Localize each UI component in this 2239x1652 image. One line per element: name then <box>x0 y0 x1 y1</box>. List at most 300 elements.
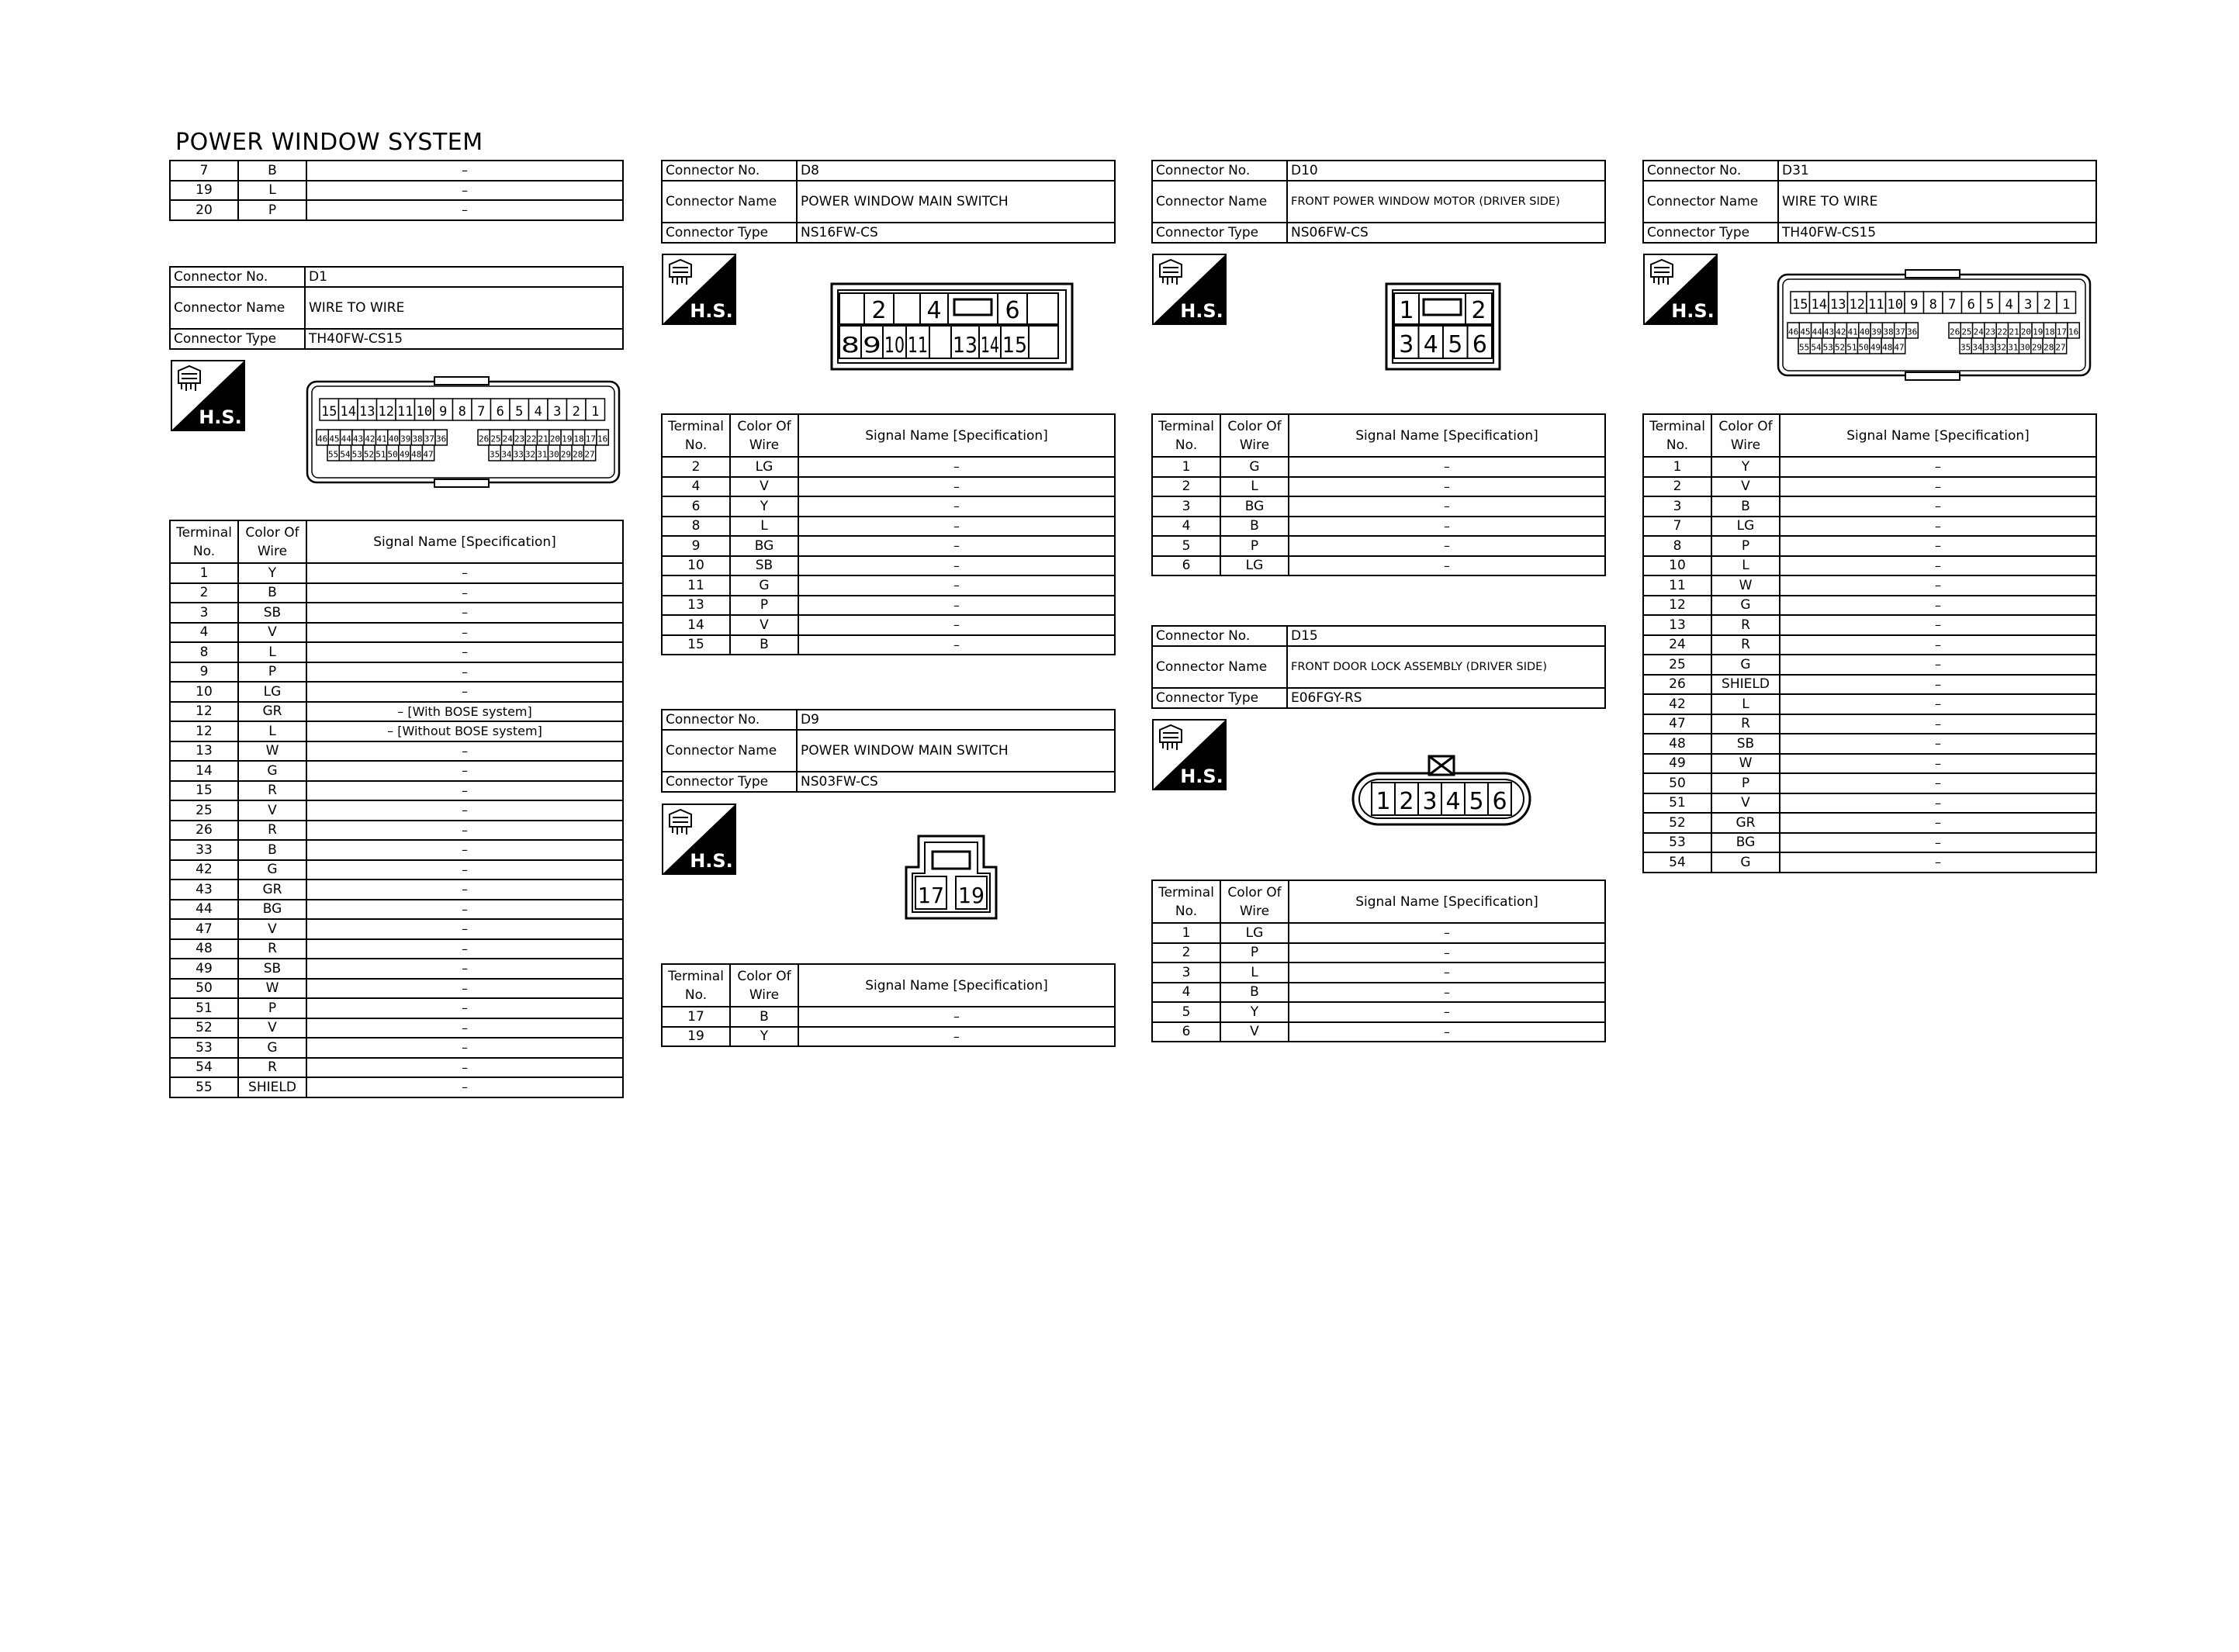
terminal-no-cell: 1 <box>1643 457 1711 477</box>
connector-type-label: Connector Type <box>662 772 797 792</box>
table-row <box>1152 517 1605 537</box>
pin-number: 36 <box>1907 327 1918 337</box>
table-row <box>662 517 1115 537</box>
signal-name-cell: – <box>798 575 1115 596</box>
connector-name-label: Connector Name <box>662 181 797 223</box>
harness-side-icon <box>662 804 736 875</box>
signal-name-cell: – <box>1289 1022 1605 1042</box>
harness-side-icon <box>1152 254 1227 325</box>
terminal-no-cell: 9 <box>170 662 238 683</box>
d15-rows <box>1152 923 1605 1042</box>
wire-color-cell: R <box>238 939 306 959</box>
pin-number: 50 <box>1858 342 1869 353</box>
pin-number: 11 <box>397 403 414 420</box>
table-row <box>170 161 623 181</box>
wire-color-cell: G <box>1711 852 1780 873</box>
terminal-no-cell: 5 <box>1152 1002 1220 1022</box>
pin-number: 5 <box>1986 296 1995 313</box>
signal-name-cell: – <box>1780 655 2096 675</box>
hs-label: H.S. <box>690 850 733 872</box>
connector-type-value: TH40FW-CS15 <box>305 329 623 349</box>
wire-color-cell: SB <box>1711 734 1780 754</box>
table-row <box>1643 852 2096 873</box>
pin-number: 3 <box>1422 788 1438 815</box>
terminal-no-cell: 6 <box>1152 1022 1220 1042</box>
wire-color-cell: BG <box>730 536 798 556</box>
table-row <box>1643 635 2096 655</box>
pin-number: 5 <box>1448 331 1463 358</box>
wire-color-cell: G <box>1711 655 1780 675</box>
signal-name-cell: – <box>306 880 623 900</box>
wire-color-cell: R <box>1711 615 1780 635</box>
signal-name-cell: – <box>306 900 623 920</box>
signal-name-cell: – <box>798 1027 1115 1047</box>
table-row <box>170 998 623 1018</box>
pin-number: 40 <box>388 434 400 444</box>
table-row <box>1643 457 2096 477</box>
table-row <box>170 880 623 900</box>
connector-name-label: Connector Name <box>1152 646 1287 688</box>
terminal-no-cell: 3 <box>1152 496 1220 517</box>
table-row <box>170 840 623 860</box>
wire-color-cell: L <box>238 721 306 741</box>
wire-color-cell: R <box>238 821 306 841</box>
table-row <box>1643 596 2096 616</box>
pin-number: 1 <box>2062 296 2071 313</box>
pin-number: 50 <box>387 449 398 460</box>
pin-number: 5 <box>1469 788 1484 815</box>
terminal-no-header: Terminal No. <box>170 520 238 563</box>
pin-number: 15 <box>1792 296 1808 313</box>
table-row <box>1643 773 2096 793</box>
table-row <box>170 761 623 781</box>
terminal-no-cell: 54 <box>1643 852 1711 873</box>
table-row <box>170 741 623 762</box>
pin-number: 2 <box>1399 788 1414 815</box>
wire-color-cell: Y <box>730 496 798 517</box>
pin-number: 33 <box>1984 342 1995 353</box>
wire-color-cell: B <box>1711 496 1780 517</box>
pin-number: 2 <box>572 403 580 420</box>
signal-name-cell: – <box>306 1038 623 1058</box>
table-row <box>1152 943 1605 963</box>
signal-name-header: Signal Name [Specification] <box>798 964 1115 1007</box>
signal-name-cell: – <box>1780 714 2096 734</box>
terminal-no-cell: 15 <box>662 635 730 655</box>
connector-no-value: D31 <box>1778 161 2096 181</box>
wire-color-cell: G <box>238 860 306 880</box>
harness-side-icon <box>1152 719 1227 790</box>
signal-name-cell: – <box>306 583 623 603</box>
wire-color-cell: L <box>1220 477 1289 497</box>
terminal-no-cell: 4 <box>1152 983 1220 1003</box>
pin-number: 25 <box>490 434 501 444</box>
terminal-no-cell: 13 <box>662 596 730 616</box>
wire-color-cell: G <box>238 1038 306 1058</box>
wire-color-cell: G <box>1711 596 1780 616</box>
connector-no-label: Connector No. <box>662 710 797 730</box>
pin-number: 18 <box>2044 327 2055 337</box>
color-of-wire-header: Color Of Wire <box>730 964 798 1007</box>
terminal-no-cell: 12 <box>170 721 238 741</box>
terminal-no-cell: 24 <box>1643 635 1711 655</box>
signal-name-cell: – <box>306 939 623 959</box>
terminal-no-header: Terminal No. <box>1152 880 1220 923</box>
pin-number: 40 <box>1859 327 1870 337</box>
wire-color-cell: GR <box>1711 813 1780 833</box>
terminal-no-cell: 51 <box>1643 793 1711 814</box>
connector-name-value: WIRE TO WIRE <box>305 287 623 329</box>
connector-type-label: Connector Type <box>1152 223 1287 243</box>
pin-number: 44 <box>1812 327 1822 337</box>
table-row <box>1643 536 2096 556</box>
table-row <box>662 635 1115 655</box>
pin-number: 8 <box>458 403 466 420</box>
pin-number: 45 <box>1800 327 1811 337</box>
terminal-no-header: Terminal No. <box>1643 414 1711 457</box>
signal-name-header: Signal Name [Specification] <box>1780 414 2096 457</box>
terminal-no-cell: 8 <box>170 642 238 662</box>
pin-number: 7 <box>1948 296 1957 313</box>
signal-name-cell: – <box>1780 457 2096 477</box>
signal-name-cell: – <box>1780 496 2096 517</box>
pin-number: 19 <box>562 434 573 444</box>
connector-no-label: Connector No. <box>662 161 797 181</box>
connector-no-label: Connector No. <box>1152 161 1287 181</box>
wire-color-cell: W <box>238 979 306 999</box>
pin-number: 23 <box>1985 327 1996 337</box>
pin-cell <box>1027 293 1058 324</box>
table-row <box>1152 963 1605 983</box>
wire-color-cell: LG <box>730 457 798 477</box>
wire-color-cell: GR <box>238 880 306 900</box>
connector-type-value: NS16FW-CS <box>797 223 1115 243</box>
pin-number: 5 <box>515 403 524 420</box>
table-row <box>170 642 623 662</box>
d1-rows <box>170 563 623 1097</box>
color-of-wire-header: Color Of Wire <box>1220 880 1289 923</box>
table-row <box>1152 1002 1605 1022</box>
pin-number: 44 <box>341 434 351 444</box>
pin-number: 9 <box>439 403 448 420</box>
wire-color-cell: SHIELD <box>1711 675 1780 695</box>
table-row <box>1152 477 1605 497</box>
terminal-no-cell: 54 <box>170 1058 238 1078</box>
pin-number: 4 <box>926 297 942 324</box>
pin-number: 19 <box>958 883 985 908</box>
terminal-no-cell: 1 <box>170 563 238 583</box>
terminal-no-cell: 12 <box>1643 596 1711 616</box>
terminal-no-cell: 3 <box>1152 963 1220 983</box>
pin-number: 46 <box>317 434 328 444</box>
terminal-no-cell: 52 <box>170 1018 238 1039</box>
terminal-no-cell: 3 <box>170 603 238 623</box>
pin-number: 17 <box>918 883 944 908</box>
terminal-no-cell: 3 <box>1643 496 1711 517</box>
connector-no-value: D10 <box>1287 161 1605 181</box>
signal-name-cell: – <box>1289 536 1605 556</box>
wire-color-cell: P <box>1711 773 1780 793</box>
terminal-no-cell: 14 <box>170 761 238 781</box>
terminal-no-cell: 2 <box>1152 477 1220 497</box>
pin-number: 12 <box>378 403 394 420</box>
wire-color-cell: G <box>238 761 306 781</box>
wire-color-cell: B <box>730 1007 798 1027</box>
table-row <box>1152 536 1605 556</box>
connector-type-label: Connector Type <box>662 223 797 243</box>
wire-color-cell: R <box>238 781 306 801</box>
table-row <box>170 800 623 821</box>
table-row <box>170 900 623 920</box>
terminal-no-cell: 7 <box>1643 517 1711 537</box>
connector-d10-diagram <box>1385 282 1501 371</box>
terminal-no-cell: 2 <box>1152 943 1220 963</box>
connector-no-value: D9 <box>797 710 1115 730</box>
pin-number: 32 <box>524 449 536 460</box>
wire-color-cell: V <box>238 623 306 643</box>
wire-color-cell: LG <box>1220 923 1289 943</box>
pin-number: 41 <box>376 434 387 444</box>
terminal-no-cell: 49 <box>170 959 238 979</box>
wire-color-cell: V <box>730 477 798 497</box>
signal-name-cell: – <box>1289 457 1605 477</box>
pin-number: 8 <box>1929 296 1937 313</box>
table-row <box>170 1018 623 1039</box>
table-row <box>662 496 1115 517</box>
connector-name-value: POWER WINDOW MAIN SWITCH <box>797 181 1115 223</box>
table-row <box>170 959 623 979</box>
pin-number: 24 <box>1973 327 1984 337</box>
table-row <box>1152 923 1605 943</box>
d9-rows <box>662 1007 1115 1046</box>
terminal-no-cell: 48 <box>1643 734 1711 754</box>
connector-type-value: NS03FW-CS <box>797 772 1115 792</box>
pin-number: 29 <box>560 449 572 460</box>
pin-number: 34 <box>501 449 512 460</box>
table-row <box>662 477 1115 497</box>
signal-name-cell: – <box>798 457 1115 477</box>
wire-color-cell: BG <box>1220 496 1289 517</box>
pin-number: 34 <box>1972 342 1983 353</box>
wire-color-cell: Y <box>730 1027 798 1047</box>
wire-color-cell: SB <box>238 959 306 979</box>
signal-name-cell: – <box>1780 852 2096 873</box>
wire-color-cell: B <box>1220 517 1289 537</box>
table-row <box>1643 714 2096 734</box>
table-row <box>170 1058 623 1078</box>
table-row <box>1643 655 2096 675</box>
pin-number: 51 <box>375 449 386 460</box>
signal-name-cell: – <box>1780 773 2096 793</box>
pin-number: 13 <box>953 332 978 358</box>
pin-number: 4 <box>534 403 542 420</box>
connector-d15-terminal-table <box>1151 880 1606 1042</box>
pin-number: 3 <box>1399 331 1414 358</box>
connector-d1-info <box>169 266 624 350</box>
terminal-no-cell: 10 <box>662 556 730 576</box>
pin-number: 37 <box>1895 327 1905 337</box>
pin-number: 17 <box>585 434 596 444</box>
table-row <box>170 939 623 959</box>
connector-no-label: Connector No. <box>1152 626 1287 646</box>
signal-name-cell: – <box>798 596 1115 616</box>
pin-number: 7 <box>477 403 486 420</box>
terminal-no-cell: 4 <box>662 477 730 497</box>
table-row <box>170 979 623 999</box>
wire-color-cell: SHIELD <box>238 1077 306 1097</box>
connector-no-value: D1 <box>305 267 623 287</box>
terminal-no-cell: 13 <box>1643 615 1711 635</box>
pin-number: 30 <box>2019 342 2030 353</box>
connector-d8-terminal-table <box>661 413 1116 655</box>
pin-number: 41 <box>1847 327 1858 337</box>
table-row <box>170 583 623 603</box>
signal-name-cell: – <box>306 161 623 181</box>
signal-name-cell: – <box>1780 833 2096 853</box>
terminal-no-cell: 2 <box>170 583 238 603</box>
table-row <box>170 821 623 841</box>
table-row <box>170 603 623 623</box>
terminal-no-cell: 4 <box>170 623 238 643</box>
terminal-no-cell: 47 <box>170 919 238 939</box>
wire-color-cell: V <box>1711 793 1780 814</box>
connector-name-value: FRONT DOOR LOCK ASSEMBLY (DRIVER SIDE) <box>1287 646 1605 688</box>
signal-name-header: Signal Name [Specification] <box>1289 414 1605 457</box>
terminal-no-cell: 1 <box>1152 457 1220 477</box>
pin-number: 49 <box>1870 342 1881 353</box>
pin-number: 35 <box>1960 342 1971 353</box>
terminal-no-cell: 47 <box>1643 714 1711 734</box>
table-row <box>1152 496 1605 517</box>
pin-number: 47 <box>423 449 434 460</box>
connector-d8-info <box>661 160 1116 244</box>
signal-name-cell: – <box>798 635 1115 655</box>
connector-name-label: Connector Name <box>170 287 305 329</box>
table-row <box>170 919 623 939</box>
pin-number: 1 <box>1399 297 1414 324</box>
table-row <box>1152 457 1605 477</box>
wire-color-cell: V <box>1711 477 1780 497</box>
table-row <box>662 536 1115 556</box>
terminal-no-cell: 43 <box>170 880 238 900</box>
hs-label: H.S. <box>199 406 242 428</box>
wire-color-cell: P <box>238 662 306 683</box>
pin-number: 12 <box>1849 296 1865 313</box>
pin-number: 26 <box>1950 327 1960 337</box>
pin-number: 26 <box>479 434 490 444</box>
terminal-no-cell: 11 <box>662 575 730 596</box>
pin-number: 37 <box>424 434 434 444</box>
pin-number: 11 <box>1868 296 1884 313</box>
table-row <box>1643 477 2096 497</box>
pin-number: 20 <box>2020 327 2032 337</box>
pin-number: 14 <box>1811 296 1827 313</box>
terminal-no-cell: 52 <box>1643 813 1711 833</box>
pin-number: 3 <box>553 403 562 420</box>
wire-color-cell: Y <box>1220 1002 1289 1022</box>
wire-color-cell: V <box>238 800 306 821</box>
wire-color-cell: LG <box>1711 517 1780 537</box>
pin-number: 45 <box>329 434 340 444</box>
terminal-no-cell: 51 <box>170 998 238 1018</box>
color-of-wire-header: Color Of Wire <box>1711 414 1780 457</box>
pin-number: 38 <box>1883 327 1894 337</box>
wire-color-cell: B <box>238 583 306 603</box>
signal-name-cell: – <box>1780 536 2096 556</box>
wire-color-cell: BG <box>238 900 306 920</box>
terminal-no-cell: 19 <box>662 1027 730 1047</box>
pin-number: 2 <box>1471 297 1486 324</box>
signal-name-cell: – <box>798 536 1115 556</box>
table-row <box>170 1038 623 1058</box>
signal-name-cell: – <box>1289 1002 1605 1022</box>
wire-color-cell: R <box>238 1058 306 1078</box>
table-row <box>1643 517 2096 537</box>
pin-number: 14 <box>340 403 356 420</box>
pin-number: 20 <box>549 434 561 444</box>
pin-number: 42 <box>365 434 375 444</box>
pin-number: 23 <box>514 434 525 444</box>
color-of-wire-header: Color Of Wire <box>730 414 798 457</box>
wire-color-cell: L <box>1711 556 1780 576</box>
terminal-no-cell: 42 <box>1643 694 1711 714</box>
wire-color-cell: V <box>238 919 306 939</box>
pin-number: 16 <box>2068 327 2079 337</box>
terminal-no-cell: 2 <box>1643 477 1711 497</box>
terminal-no-header: Terminal No. <box>662 964 730 1007</box>
signal-name-cell: – <box>1289 477 1605 497</box>
pin-number: 16 <box>597 434 608 444</box>
wire-color-cell: L <box>238 181 306 201</box>
terminal-no-cell: 53 <box>170 1038 238 1058</box>
pin-number: 13 <box>1830 296 1846 313</box>
signal-name-cell: – [With BOSE system] <box>306 702 623 722</box>
signal-name-cell: – <box>798 1007 1115 1027</box>
signal-name-cell: – <box>1780 615 2096 635</box>
pin-number: 10 <box>416 403 432 420</box>
pin-number: 8 <box>841 332 860 358</box>
wire-color-cell: G <box>730 575 798 596</box>
wire-color-cell: P <box>1711 536 1780 556</box>
wire-color-cell: L <box>1711 694 1780 714</box>
pin-number: 27 <box>2055 342 2066 353</box>
connector-no-value: D8 <box>797 161 1115 181</box>
terminal-no-cell: 19 <box>170 181 238 201</box>
connector-d15-info <box>1151 625 1606 709</box>
connector-d9-terminal-table <box>661 963 1116 1047</box>
pin-number: 14 <box>981 332 999 358</box>
terminal-no-cell: 10 <box>170 682 238 702</box>
connector-type-value: NS06FW-CS <box>1287 223 1605 243</box>
signal-name-cell: – <box>798 496 1115 517</box>
continued-terminal-table <box>169 160 624 221</box>
terminal-no-cell: 48 <box>170 939 238 959</box>
pin-number: 52 <box>363 449 375 460</box>
table-row <box>170 721 623 741</box>
table-row <box>662 575 1115 596</box>
signal-name-cell: – <box>1289 943 1605 963</box>
pin-number: 10 <box>884 332 905 358</box>
signal-name-cell: – <box>306 761 623 781</box>
signal-name-cell: – <box>306 979 623 999</box>
table-row <box>1643 734 2096 754</box>
connector-d1-terminal-table <box>169 520 624 1098</box>
terminal-no-cell: 8 <box>662 517 730 537</box>
wire-color-cell: Y <box>1711 457 1780 477</box>
terminal-no-cell: 15 <box>170 781 238 801</box>
terminal-no-cell: 5 <box>1152 536 1220 556</box>
hs-label: H.S. <box>1180 766 1223 787</box>
